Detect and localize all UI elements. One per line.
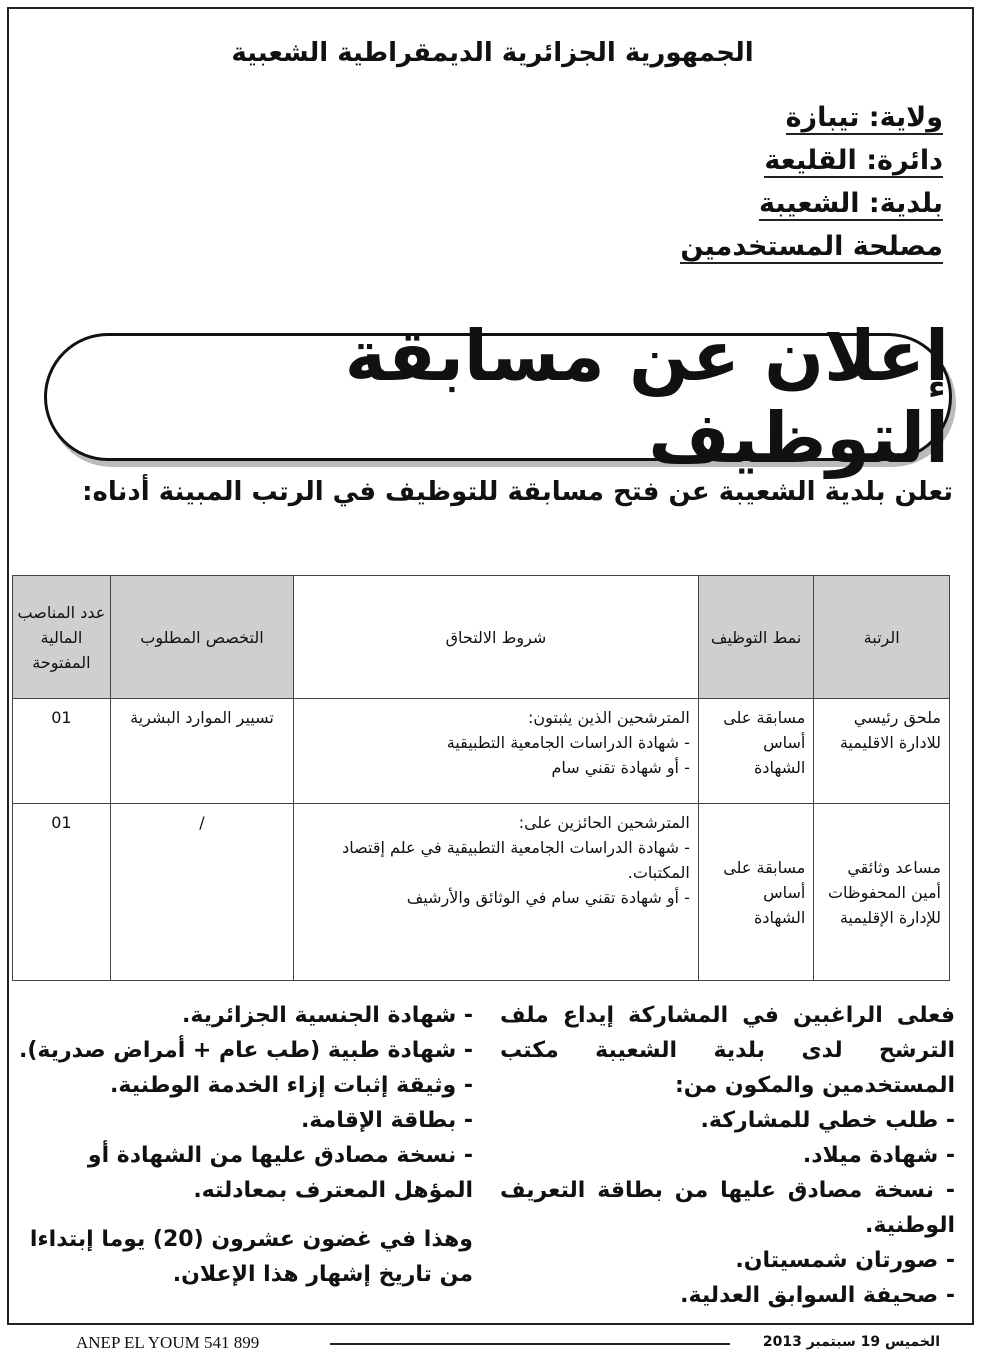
list-item: - بطاقة الإقامة. [300, 1108, 473, 1133]
dossier-right-column [500, 998, 955, 1313]
table-row [13, 804, 950, 981]
header-specialty: التخصص المطلوب [110, 576, 293, 699]
dossier-left-column [18, 998, 473, 1292]
row-specialty: / [110, 804, 293, 981]
row-specialty: تسيير الموارد البشرية [110, 699, 293, 804]
condition-line: - شهادة الدراسات الجامعية التطبيقية [446, 733, 690, 752]
condition-line: - شهادة الدراسات الجامعية التطبيقية في علم إقتصاد المكتبات. [342, 838, 690, 882]
list-item: - شهادة ميلاد. [802, 1143, 955, 1168]
table-row [13, 699, 950, 804]
publication-date: الخميس 19 سبتمبر 2013 [762, 1334, 940, 1350]
country-title: الجمهورية الجزائرية الديمقراطية الشعبية [231, 38, 754, 68]
list-item: - شهادة طبية (طب عام + أمراض صدرية). [18, 1038, 473, 1063]
row-conditions [294, 804, 699, 981]
announcement-title: إعلان عن مسابقة التوظيف [344, 315, 949, 479]
dossier-section [18, 998, 955, 1328]
list-item: - صورتان شمسيتان. [735, 1248, 955, 1273]
dossier-intro: فعلى الراغبين في المشاركة إيداع ملف الترشح لدى بلدية الشعيبة مكتب المستخدمين والمكون من: [500, 1003, 955, 1098]
administration-header [523, 96, 943, 268]
announcement-banner [44, 315, 952, 479]
service-line: مصلحة المستخدمين [680, 231, 943, 262]
condition-line: - أو شهادة تقني سام [551, 758, 690, 777]
header-count: عدد المناصب المالية المفتوحة [13, 576, 111, 699]
list-item: - طلب خطي للمشاركة. [700, 1108, 955, 1133]
daira-line: دائرة: القليعة [764, 145, 943, 176]
header-grade: الرتبة [814, 576, 950, 699]
row-grade: ملحق رئيسي للادارة الاقليمية [814, 699, 950, 804]
table-header-row [13, 576, 950, 699]
condition-line: - أو شهادة تقني سام في الوثائق والأرشيف [406, 888, 690, 907]
posts-table [12, 575, 950, 981]
list-item: - شهادة الجنسية الجزائرية. [182, 1003, 473, 1028]
list-item: - صحيفة السوابق العدلية. [680, 1283, 955, 1308]
wilaya-line: ولاية: تيبازة [785, 102, 943, 133]
list-item: - وثيقة إثبات إزاء الخدمة الوطنية. [110, 1073, 473, 1098]
row-count: 01 [13, 804, 111, 981]
row-count: 01 [13, 699, 111, 804]
condition-line: المترشحين الذين يثبتون: [528, 708, 690, 727]
list-item: - نسخة مصادق عليها من بطاقة التعريف الوطنية. [500, 1178, 955, 1238]
row-mode: مسابقة على أساس الشهادة [698, 804, 813, 981]
header-mode: نمط التوظيف [698, 576, 813, 699]
commune-line: بلدية: الشعيبة [759, 188, 943, 219]
row-conditions [294, 699, 699, 804]
list-item: - نسخة مصادق عليها من الشهادة أو المؤهل المعترف بمعادلته. [87, 1143, 473, 1203]
deadline-text: وهذا في غضون عشرون (20) يوما إبتداءا من تاريخ إشهار هذا الإعلان. [29, 1227, 473, 1287]
row-mode: مسابقة على أساس الشهادة [698, 699, 813, 804]
intro-text: تعلن بلدية الشعيبة عن فتح مسابقة للتوظيف في الرتب المبينة أدناه: [82, 477, 953, 507]
row-grade: مساعد وثائقي أمين المحفوظات للإدارة الإقليمية [814, 804, 950, 981]
footer-divider [330, 1343, 730, 1345]
condition-line: المترشحين الحائزين على: [518, 813, 690, 832]
anep-reference: ANEP EL YOUM 541 899 [76, 1333, 260, 1352]
header-conditions: شروط الالتحاق [294, 576, 699, 699]
